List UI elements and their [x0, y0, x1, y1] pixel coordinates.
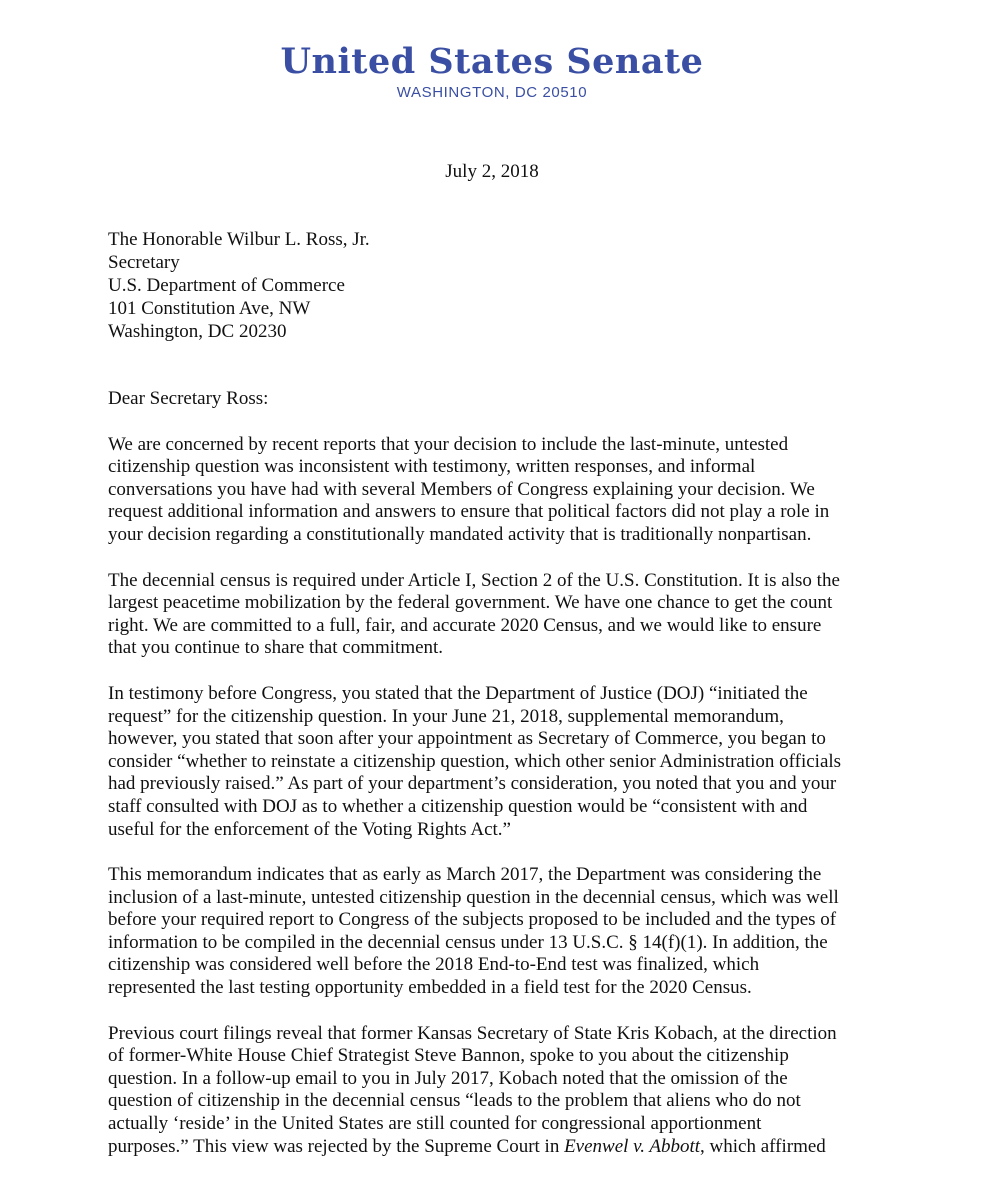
- paragraph-testimony: [108, 683, 878, 841]
- senate-address: WASHINGTON, DC 20510: [396, 84, 588, 101]
- case-name: Evenwel v. Abbott: [564, 1135, 701, 1157]
- text-line: that you continue to share that commitment.: [108, 637, 444, 659]
- addressee-block: [108, 228, 370, 343]
- text-line: consider “whether to reinstate a citizenship question, which other senior Administration officials: [108, 750, 842, 772]
- text-line: right. We are committed to a full, fair, and accurate 2020 Census, and we would like to ensure: [108, 614, 822, 636]
- senate-title: United States Senate: [280, 41, 704, 82]
- text-line: inclusion of a last-minute, untested citizenship question in the decennial census, which was well: [108, 886, 839, 908]
- text-line: however, you stated that soon after your appointment as Secretary of Commerce, you began to: [108, 728, 826, 750]
- letter-date: July 2, 2018: [445, 161, 539, 182]
- addressee-line: The Honorable Wilbur L. Ross, Jr.: [108, 229, 370, 250]
- text-line: We are concerned by recent reports that your decision to include the last-minute, untested: [108, 433, 789, 455]
- paragraph-court-filings: [108, 1023, 878, 1159]
- text-line: your decision regarding a constitutionally mandated activity that is traditionally nonpartisan.: [108, 523, 812, 545]
- text-before-case: purposes.” This view was rejected by the Supreme Court in: [108, 1135, 565, 1157]
- addressee-line: 101 Constitution Ave, NW: [108, 298, 311, 319]
- letterhead: [0, 40, 984, 102]
- text-line: The decennial census is required under Article I, Section 2 of the U.S. Constitution. It is also the: [108, 569, 840, 591]
- text-line: information to be compiled in the decennial census under 13 U.S.C. § 14(f)(1). In addition, the: [108, 931, 828, 953]
- text-line: citizenship question was inconsistent with testimony, written responses, and informal: [108, 456, 756, 478]
- text-line: actually ‘reside’ in the United States are still counted for congressional apportionment: [108, 1113, 762, 1135]
- text-line: question of citizenship in the decennial census “leads to the problem that aliens who do not: [108, 1090, 801, 1112]
- text-line: In testimony before Congress, you stated that the Department of Justice (DOJ) “initiated the: [108, 682, 808, 704]
- text-line: represented the last testing opportunity embedded in a field test for the 2020 Census.: [108, 977, 752, 999]
- text-line: staff consulted with DOJ as to whether a citizenship question would be “consistent with and: [108, 795, 808, 817]
- paragraph-census: [108, 570, 878, 660]
- text-line: largest peacetime mobilization by the federal government. We have one chance to get the count: [108, 592, 833, 614]
- addressee-line: Secretary: [108, 252, 180, 273]
- text-line: question. In a follow-up email to you in July 2017, Kobach noted that the omission of the: [108, 1067, 788, 1089]
- text-line: This memorandum indicates that as early as March 2017, the Department was considering the: [108, 864, 822, 886]
- text-line: conversations you have had with several Members of Congress explaining your decision. We: [108, 478, 815, 500]
- text-line: useful for the enforcement of the Voting Rights Act.”: [108, 818, 511, 840]
- text-line: request additional information and answers to ensure that political factors did not play a role in: [108, 501, 830, 523]
- text-line: request” for the citizenship question. In your June 21, 2018, supplemental memorandum,: [108, 705, 784, 727]
- text-line: Previous court filings reveal that former Kansas Secretary of State Kris Kobach, at the direction: [108, 1022, 837, 1044]
- paragraph-concern: [108, 434, 878, 547]
- text-line: had previously raised.” As part of your department’s consideration, you noted that you and your: [108, 773, 837, 795]
- salutation: Dear Secretary Ross:: [108, 388, 269, 409]
- addressee-line: U.S. Department of Commerce: [108, 275, 345, 296]
- text-after-case: , which affirmed: [700, 1135, 826, 1157]
- addressee-line: Washington, DC 20230: [108, 321, 287, 342]
- paragraph-memorandum: [108, 864, 878, 1000]
- text-line: of former-White House Chief Strategist Steve Bannon, spoke to you about the citizenship: [108, 1045, 789, 1067]
- text-line: citizenship was considered well before the 2018 End-to-End test was finalized, which: [108, 954, 760, 976]
- text-line-last: [108, 1136, 878, 1159]
- letter-body: [108, 388, 878, 1181]
- text-line: before your required report to Congress of the subjects proposed to be included and the types of: [108, 909, 837, 931]
